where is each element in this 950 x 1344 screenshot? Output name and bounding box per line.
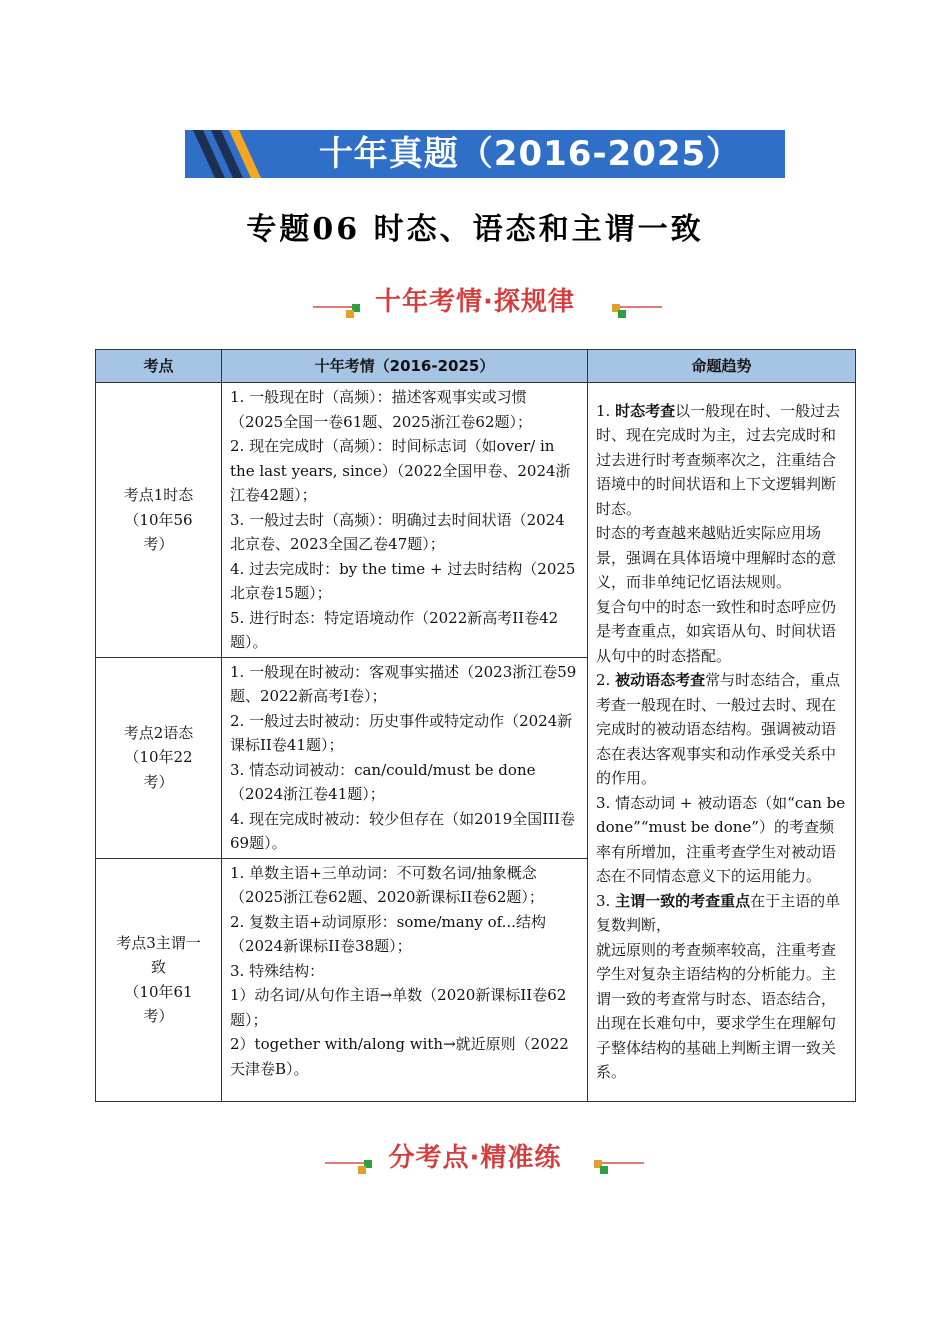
trend-paragraph: 复合句中的时态一致性和时态呼应仍是考查重点，如宾语从句、时间状语从句中的时态搭配。 [596, 597, 837, 665]
trend-keyword: 时态考查 [615, 401, 676, 420]
list-item: 2. 一般过去时被动：历史事件或特定动作（2024新课标II卷41题）； [230, 711, 573, 754]
list-item: 2. 现在完成时（高频）：时间标志词（如over/ in the last years, since）（2022全国甲卷、2024浙江卷42题）； [230, 437, 571, 504]
section-label: 十年考情·探规律 [375, 287, 575, 317]
divider-right [602, 1162, 644, 1164]
list-item: 5. 进行时态：特定语境动作（2022新高考II卷42题）。 [230, 608, 559, 651]
list-item: 4. 现在完成时被动：较少但存在（如2019全国III卷69题）。 [230, 809, 576, 852]
list-item: 3. 特殊结构： [230, 961, 325, 980]
decor-square-icon [600, 1166, 608, 1174]
point-label-cont: 致 [150, 958, 166, 976]
list-item: 2）together with/along with→就近原则（2022天津卷B）。 [230, 1035, 569, 1078]
trend-keyword: 主谓一致的考查重点 [615, 891, 751, 910]
point-count-suffix: 考） [143, 535, 174, 553]
trend-paragraph: 就远原则的考查频率较高，注重考查学生对复杂主语结构的分析能力。主谓一致的考查常与时态、语态结合，出现在长难句中，要求学生在理解句子整体结构的基础上判断主谓一致关系。 [596, 940, 837, 1082]
point-count-suffix: 考） [143, 1007, 174, 1025]
trend-cell [588, 383, 856, 1102]
divider-right [620, 306, 662, 308]
point-cell [96, 858, 222, 1101]
point-label: 考点2语态 [123, 723, 194, 742]
list-item: 1. 单数主语+三单动词：不可数名词/抽象概念（2025浙江卷62题、2020新课标II卷62题）； [230, 863, 544, 906]
trend-num: 2. [596, 671, 616, 690]
header-trend: 命题趋势 [588, 350, 856, 383]
list-item: 2. 复数主语+动词原形：some/many of...结构（2024新课标II卷38题）； [230, 912, 546, 955]
header-point: 考点 [96, 350, 222, 383]
history-cell [222, 657, 588, 858]
point-label: 考点1时态 [123, 486, 194, 504]
list-item: 1. 一般现在时（高频）：描述客观事实或习惯（2025全国一卷61题、2025浙江卷62题）； [230, 388, 533, 431]
banner-title: 十年真题（2016-2025） [318, 134, 742, 174]
section-header-practice [0, 1140, 950, 1176]
table-row [96, 383, 856, 658]
point-label: 考点3主谓一 [116, 933, 201, 952]
point-count: （10年56 [124, 510, 193, 529]
list-item: 3. 一般过去时（高频）：明确过去时间状语（2024北京卷、2023全国乙卷47题）； [230, 510, 565, 553]
trend-num: 3. [596, 891, 616, 910]
banner-stripes-icon [185, 130, 275, 178]
header-history: 十年考情（2016-2025） [222, 350, 588, 383]
trend-paragraph [596, 889, 847, 938]
point-count-suffix: 考） [143, 772, 174, 791]
trend-keyword: 被动语态考查 [615, 671, 706, 690]
exam-analysis-table [95, 349, 856, 1102]
trend-paragraph: 3. 情态动词 + 被动语态（如“can be done”“must be done”）的考查频率有所增加，注重考查学生对被动语态在不同情态意义下的运用能力。 [596, 793, 846, 886]
topic-title: 专题06 时态、语态和主谓一致 [246, 212, 704, 247]
history-cell [222, 858, 588, 1101]
section-header-trends [0, 284, 950, 320]
list-item: 1）动名词/从句作主语→单数（2020新课标II卷62题）； [230, 986, 567, 1029]
list-item: 1. 一般现在时被动：客观事实描述（2023浙江卷59题、2022新高考I卷）； [230, 662, 577, 705]
table-header-row [96, 350, 856, 383]
trend-paragraph [596, 668, 847, 791]
decor-square-icon [618, 310, 626, 318]
trend-paragraph [596, 399, 847, 522]
trend-text: 在于主语的单复数判断， [596, 891, 841, 935]
trend-num: 1. [596, 401, 616, 420]
point-count: （10年22 [124, 748, 193, 767]
history-cell [222, 383, 588, 658]
trend-paragraph: 时态的考查越来越贴近实际应用场景，强调在具体语境中理解时态的意义，而非单纯记忆语法规则。 [596, 524, 837, 592]
trend-text: 以一般现在时、一般过去时、现在完成时为主，过去完成时和过去进行时考查频率次之，注重结合语境中的时间状语和上下文逻辑判断时态。 [596, 401, 841, 518]
top-banner [185, 130, 785, 178]
point-cell [96, 383, 222, 658]
section-label: 分考点·精准练 [388, 1143, 562, 1173]
point-cell [96, 657, 222, 858]
point-count: （10年61 [124, 982, 193, 1001]
list-item: 4. 过去完成时：by the time + 过去时结构（2025北京卷15题）； [230, 559, 576, 602]
list-item: 3. 情态动词被动：can/could/must be done（2024浙江卷41题）； [230, 760, 536, 803]
trend-text: 常与时态结合，重点考查一般现在时、一般过去时、现在完成时的被动语态结构。强调被动语态在表达客观事实和动作承受关系中的作用。 [596, 671, 841, 788]
